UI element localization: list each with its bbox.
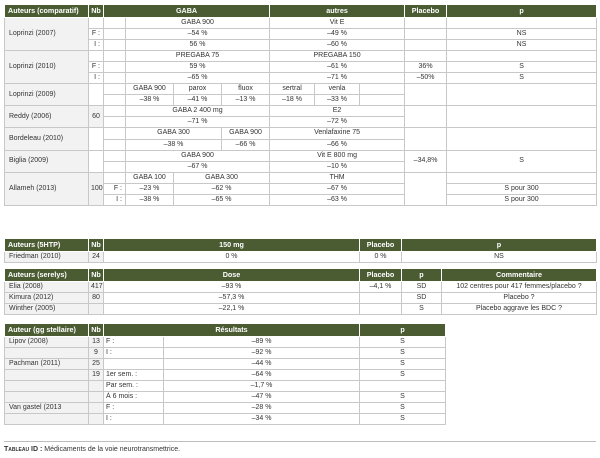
p-cell: S	[360, 403, 446, 414]
result-label	[104, 359, 164, 370]
value-cell: –13 %	[222, 95, 270, 106]
table-row	[5, 128, 597, 139]
placebo-cell	[360, 293, 402, 304]
nb-cell: 9	[89, 348, 104, 359]
p-cell: S	[447, 62, 597, 73]
p-cell: SD	[402, 282, 442, 293]
drug-label: GABA 900	[222, 128, 270, 139]
table-header-row	[5, 324, 446, 337]
col-header-placebo: Placebo	[360, 239, 402, 252]
value-cell: 56 %	[126, 40, 270, 51]
placebo-cell: –50%	[405, 73, 447, 84]
table-row	[5, 172, 597, 183]
table-5htp	[4, 238, 597, 263]
author-cell: Lipov (2008)	[5, 337, 89, 348]
value-cell: –62 %	[174, 183, 270, 194]
col-header-nb: Nb	[89, 269, 104, 282]
caption-label: Tableau ID :	[4, 446, 43, 453]
result-label: À 6 mois :	[104, 392, 164, 403]
nb-cell: 13	[89, 337, 104, 348]
table-caption	[4, 446, 180, 453]
p-cell: S	[447, 73, 597, 84]
p-cell: S	[360, 414, 446, 425]
p-cell: S	[360, 359, 446, 370]
author-cell	[5, 348, 89, 359]
value-cell: –18 %	[270, 95, 315, 106]
comment-cell: Placebo ?	[442, 293, 597, 304]
col-header-p: p	[402, 239, 597, 252]
nb-cell: 80	[89, 293, 104, 304]
table-row	[5, 51, 597, 62]
author-cell	[5, 414, 89, 425]
placebo-cell: 0 %	[360, 252, 402, 263]
col-header-dose: 150 mg	[104, 239, 360, 252]
value-cell: –63 %	[270, 194, 405, 205]
result-label: I :	[104, 348, 164, 359]
col-header-auteurs: Auteurs (serelys)	[5, 269, 89, 282]
col-header-nb: Nb	[89, 5, 104, 18]
result-label: 1er sem. :	[104, 370, 164, 381]
comment-cell: 102 centres pour 417 femmes/placebo ?	[442, 282, 597, 293]
drug-label: GABA 300	[174, 172, 270, 183]
nb-cell: 417	[89, 282, 104, 293]
value-cell: –38 %	[126, 194, 174, 205]
placebo-cell: –34,8%	[405, 150, 447, 172]
drug-label: parox	[174, 84, 222, 95]
value-cell: –23 %	[126, 183, 174, 194]
p-cell: S pour 300	[447, 194, 597, 205]
table-row	[5, 293, 597, 304]
value-cell: –49 %	[270, 29, 405, 40]
p-cell	[360, 381, 446, 392]
value-cell: –54 %	[126, 29, 270, 40]
author-cell: Kimura (2012)	[5, 293, 89, 304]
col-header-nb: Nb	[89, 239, 104, 252]
value-cell: –71 %	[270, 73, 405, 84]
drug-label: E2	[270, 106, 405, 117]
value-cell: –1,7 %	[164, 381, 360, 392]
table-row	[5, 381, 446, 392]
table-row	[5, 392, 446, 403]
author-cell: Loprinzi (2007)	[5, 18, 89, 51]
drug-label: GABA 100	[126, 172, 174, 183]
value-cell: –10 %	[270, 161, 405, 172]
p-cell: S	[360, 370, 446, 381]
value-cell: –28 %	[164, 403, 360, 414]
label-f: F :	[104, 183, 126, 194]
p-cell: SD	[402, 293, 442, 304]
value-cell: –93 %	[104, 282, 360, 293]
p-cell: S	[360, 348, 446, 359]
nb-cell	[89, 403, 104, 414]
drug-label: Venlafaxine 75	[270, 128, 405, 139]
table-row	[5, 84, 597, 95]
value-cell: –67 %	[126, 161, 270, 172]
col-header-nb: Nb	[89, 324, 104, 337]
author-cell	[5, 392, 89, 403]
author-cell: Elia (2008)	[5, 282, 89, 293]
drug-label: GABA 2 400 mg	[126, 106, 270, 117]
table-comparatif	[4, 4, 597, 206]
value-cell: –64 %	[164, 370, 360, 381]
col-header-autres: autres	[270, 5, 405, 18]
nb-cell: 100	[89, 172, 104, 205]
col-header-p: p	[447, 5, 597, 18]
value-cell: –60 %	[270, 40, 405, 51]
col-header-p: p	[360, 324, 446, 337]
drug-label: Vit E 800 mg	[270, 150, 405, 161]
col-header-auteur: Auteur (gg stellaire)	[5, 324, 89, 337]
col-header-placebo: Placebo	[405, 5, 447, 18]
label-i: I :	[89, 40, 104, 51]
author-cell: Pachman (2011)	[5, 359, 89, 370]
nb-cell	[89, 381, 104, 392]
nb-cell: 24	[89, 252, 104, 263]
value-cell: –57,3 %	[104, 293, 360, 304]
author-cell: Biglia (2009)	[5, 150, 89, 172]
value-cell: –92 %	[164, 348, 360, 359]
result-label: F :	[104, 337, 164, 348]
author-cell: Reddy (2006)	[5, 106, 89, 128]
table-row	[5, 18, 597, 29]
drug-label: GABA 900	[126, 18, 270, 29]
drug-label: THM	[270, 172, 405, 183]
result-label: I :	[104, 414, 164, 425]
comment-cell: Placebo aggrave les BDC ?	[442, 304, 597, 315]
p-cell: S	[447, 150, 597, 172]
value-cell: –65 %	[126, 73, 270, 84]
table-header-row	[5, 5, 597, 18]
label-f: F :	[89, 62, 104, 73]
table-row	[5, 359, 446, 370]
label-f: F :	[89, 29, 104, 40]
value-cell: –41 %	[174, 95, 222, 106]
result-label: F :	[104, 403, 164, 414]
caption-text: Médicaments de la voie neurotransmettrice.	[42, 446, 181, 453]
value-cell: 59 %	[126, 62, 270, 73]
value-cell: –65 %	[174, 194, 270, 205]
drug-label: GABA 900	[126, 84, 174, 95]
value-cell: –67 %	[270, 183, 405, 194]
placebo-cell: 36%	[405, 62, 447, 73]
col-header-commentaire: Commentaire	[442, 269, 597, 282]
table-row	[5, 282, 597, 293]
value-cell: –66 %	[222, 139, 270, 150]
p-cell: S	[402, 304, 442, 315]
table-row	[5, 414, 446, 425]
p-cell: NS	[447, 40, 597, 51]
value-cell: –47 %	[164, 392, 360, 403]
result-label: Par sem. :	[104, 381, 164, 392]
table-header-row	[5, 269, 597, 282]
nb-cell	[89, 304, 104, 315]
table-row	[5, 370, 446, 381]
p-cell: S pour 300	[447, 183, 597, 194]
value-cell: –44 %	[164, 359, 360, 370]
author-cell: Bordeleau (2010)	[5, 128, 89, 150]
drug-label: PREGABA 75	[126, 51, 270, 62]
divider	[4, 441, 596, 442]
col-header-auteurs: Auteurs (comparatif)	[5, 5, 89, 18]
label-i: I :	[104, 194, 126, 205]
value-cell: –71 %	[126, 117, 270, 128]
table-serelys	[4, 268, 597, 315]
p-cell: S	[360, 337, 446, 348]
table-row	[5, 337, 446, 348]
nb-cell: 60	[89, 106, 104, 128]
drug-label: venla	[315, 84, 360, 95]
table-row	[5, 304, 597, 315]
p-cell: NS	[447, 29, 597, 40]
table-row	[5, 252, 597, 263]
value-cell: –72 %	[270, 117, 405, 128]
drug-label: Vit E	[270, 18, 405, 29]
col-header-resultats: Résultats	[104, 324, 360, 337]
author-cell: Allameh (2013)	[5, 172, 89, 205]
author-cell: Winther (2005)	[5, 304, 89, 315]
nb-cell	[89, 392, 104, 403]
author-cell: Friedman (2010)	[5, 252, 89, 263]
table-row	[5, 29, 597, 40]
value-cell: –38 %	[126, 139, 222, 150]
author-cell: Loprinzi (2010)	[5, 51, 89, 84]
value-cell: 0 %	[104, 252, 360, 263]
placebo-cell: –4,1 %	[360, 282, 402, 293]
value-cell: –33 %	[315, 95, 360, 106]
placebo-cell	[360, 304, 402, 315]
drug-label: PREGABA 150	[270, 51, 405, 62]
table-row	[5, 106, 597, 117]
table-row	[5, 62, 597, 73]
nb-cell: 25	[89, 359, 104, 370]
col-header-dose: Dose	[104, 269, 360, 282]
table-row	[5, 150, 597, 161]
author-cell	[5, 370, 89, 381]
drug-label: fluox	[222, 84, 270, 95]
author-cell	[5, 381, 89, 392]
col-header-p: p	[402, 269, 442, 282]
value-cell: –34 %	[164, 414, 360, 425]
value-cell: –38 %	[126, 95, 174, 106]
table-gg-stellaire	[4, 323, 446, 425]
table-row	[5, 73, 597, 84]
nb-cell	[89, 414, 104, 425]
author-cell: Van gastel (2013	[5, 403, 89, 414]
table-row	[5, 348, 446, 359]
table-row	[5, 403, 446, 414]
drug-label: GABA 900	[126, 150, 270, 161]
author-cell: Loprinzi (2009)	[5, 84, 89, 106]
p-cell: S	[360, 392, 446, 403]
value-cell: –61 %	[270, 62, 405, 73]
value-cell: –22,1 %	[104, 304, 360, 315]
drug-label: sertral	[270, 84, 315, 95]
table-row	[5, 40, 597, 51]
value-cell: –89 %	[164, 337, 360, 348]
drug-label: GABA 300	[126, 128, 222, 139]
col-header-auteurs: Auteurs (5HTP)	[5, 239, 89, 252]
col-header-placebo: Placebo	[360, 269, 402, 282]
p-cell: NS	[402, 252, 597, 263]
table-header-row	[5, 239, 597, 252]
value-cell: –66 %	[270, 139, 405, 150]
nb-cell: 19	[89, 370, 104, 381]
label-i: I :	[89, 73, 104, 84]
col-header-gaba: GABA	[104, 5, 270, 18]
